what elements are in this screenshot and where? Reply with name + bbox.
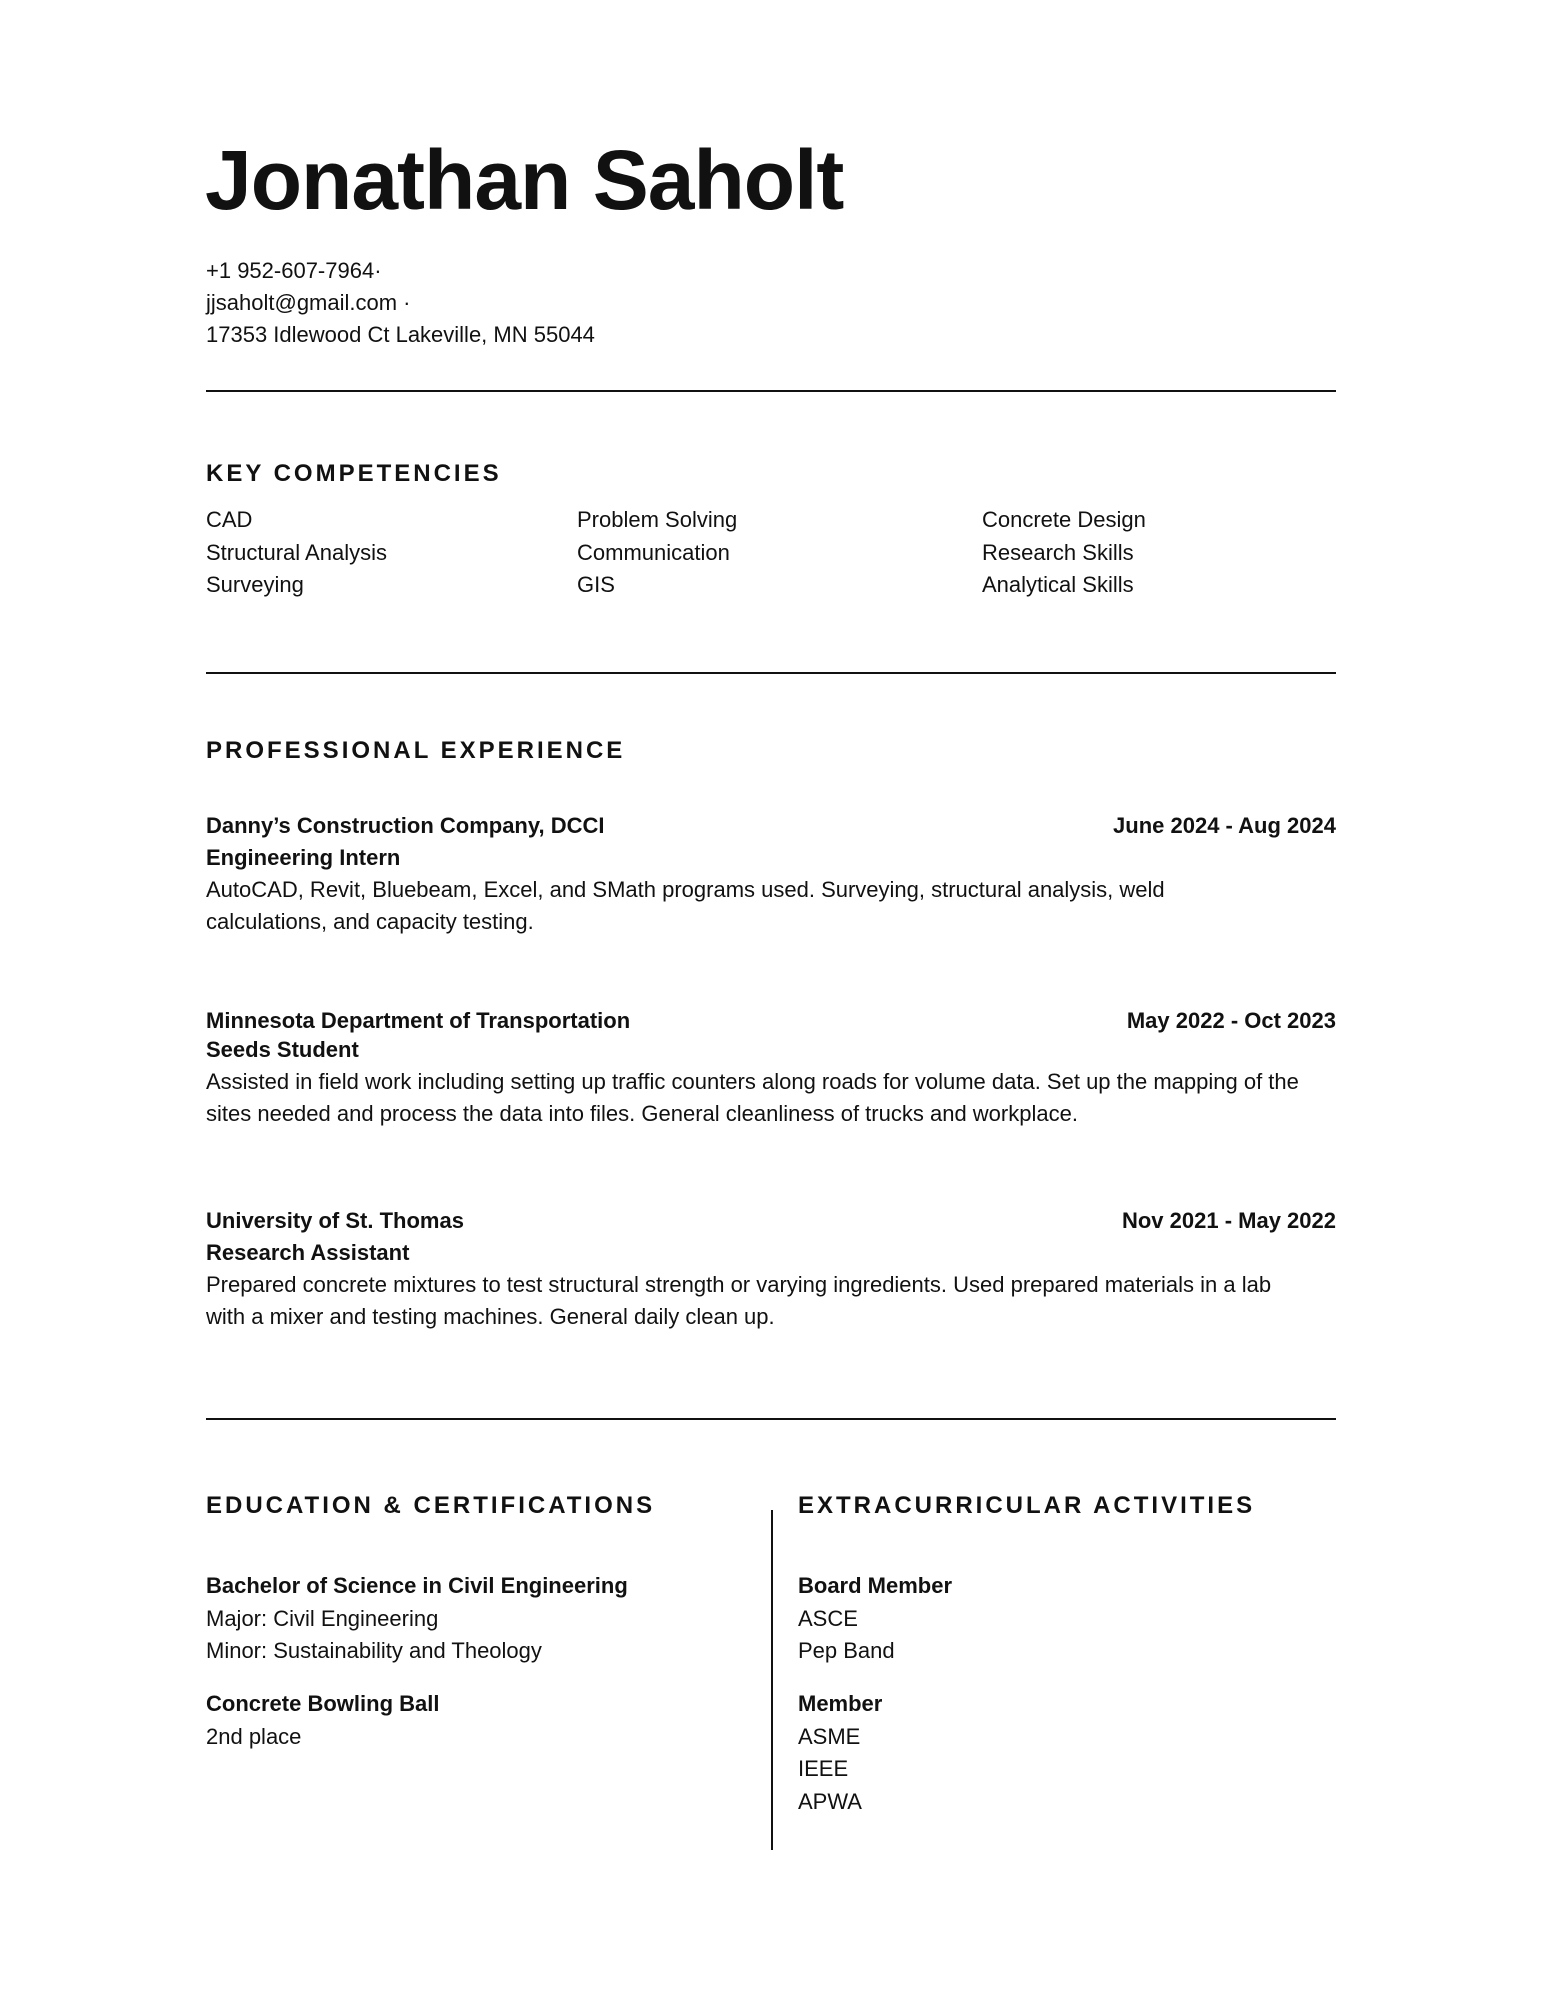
activity-org: Pep Band bbox=[798, 1638, 895, 1663]
job-entry-1 bbox=[206, 810, 1336, 938]
job-dates: June 2024 - Aug 2024 bbox=[1113, 813, 1336, 838]
phone-number: +1 952-607-7964· bbox=[206, 258, 382, 283]
divider-competencies bbox=[206, 672, 1336, 674]
competency-item: Communication bbox=[577, 539, 730, 565]
education-degree bbox=[206, 1570, 628, 1668]
award-title: Concrete Bowling Ball bbox=[206, 1691, 440, 1716]
divider-header bbox=[206, 390, 1336, 392]
degree-name: Bachelor of Science in Civil Engineering bbox=[206, 1573, 628, 1598]
section-title-experience: PROFESSIONAL EXPERIENCE bbox=[206, 737, 626, 764]
street-address: 17353 Idlewood Ct Lakeville, MN 55044 bbox=[206, 322, 595, 347]
activity-org: ASCE bbox=[798, 1605, 858, 1631]
section-title-competencies: KEY COMPETENCIES bbox=[206, 460, 502, 487]
competency-item: Research Skills bbox=[982, 539, 1134, 565]
competency-item: Concrete Design bbox=[982, 507, 1146, 532]
divider-experience bbox=[206, 1418, 1336, 1420]
activity-role: Member bbox=[798, 1691, 883, 1716]
competency-item: Problem Solving bbox=[577, 507, 738, 532]
competency-column-2 bbox=[577, 504, 737, 602]
competency-column-3 bbox=[982, 504, 1146, 602]
job-description: AutoCAD, Revit, Bluebeam, Excel, and SMath programs used. Surveying, structural analysis, weld calculations, and capacity testing. bbox=[206, 877, 1165, 934]
job-entry-2 bbox=[206, 1005, 1336, 1130]
job-description: Assisted in field work including setting up traffic counters along roads for volume data. Set up the mapping of the sites needed and process the data into files. General cleanliness of trucks and workplace. bbox=[206, 1069, 1299, 1126]
section-title-extracurricular: EXTRACURRICULAR ACTIVITIES bbox=[798, 1492, 1256, 1519]
activity-org: IEEE bbox=[798, 1756, 849, 1781]
competency-item: Surveying bbox=[206, 572, 304, 597]
job-entry-3 bbox=[206, 1205, 1336, 1333]
job-company: University of St. Thomas bbox=[206, 1208, 464, 1233]
competency-item: Structural Analysis bbox=[206, 539, 387, 565]
degree-major: Major: Civil Engineering bbox=[206, 1605, 439, 1631]
competency-item: CAD bbox=[206, 507, 253, 532]
competency-item: GIS bbox=[577, 572, 615, 597]
activity-group-board bbox=[798, 1570, 952, 1668]
activity-group-member bbox=[798, 1688, 882, 1818]
job-role: Engineering Intern bbox=[206, 845, 401, 870]
activity-role: Board Member bbox=[798, 1573, 953, 1598]
candidate-name: Jonathan Saholt bbox=[205, 133, 844, 227]
award-result: 2nd place bbox=[206, 1723, 302, 1749]
competency-column-1 bbox=[206, 504, 387, 602]
section-title-education: EDUCATION & CERTIFICATIONS bbox=[206, 1492, 656, 1519]
job-role: Research Assistant bbox=[206, 1240, 410, 1265]
email-address: jjsaholt@gmail.com · bbox=[206, 290, 411, 315]
competency-item: Analytical Skills bbox=[982, 572, 1134, 597]
column-divider bbox=[771, 1510, 773, 1850]
activity-org: APWA bbox=[798, 1788, 862, 1814]
job-description: Prepared concrete mixtures to test structural strength or varying ingredients. Used prepared materials in a lab with a mixer and testing machines. General daily clean up. bbox=[206, 1272, 1272, 1329]
job-company: Minnesota Department of Transportation bbox=[206, 1008, 631, 1033]
contact-info bbox=[206, 255, 595, 351]
job-role: Seeds Student bbox=[206, 1037, 359, 1062]
job-dates: Nov 2021 - May 2022 bbox=[1121, 1208, 1336, 1233]
job-dates: May 2022 - Oct 2023 bbox=[1126, 1008, 1336, 1033]
activity-org: ASME bbox=[798, 1723, 861, 1749]
education-award bbox=[206, 1688, 439, 1753]
job-company: Danny’s Construction Company, DCCI bbox=[206, 813, 605, 838]
degree-minor: Minor: Sustainability and Theology bbox=[206, 1638, 542, 1663]
